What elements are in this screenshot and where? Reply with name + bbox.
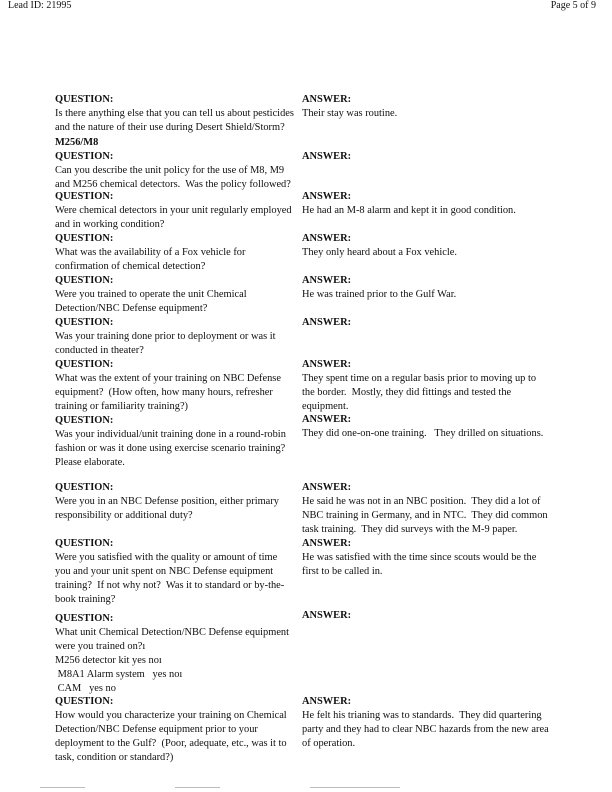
answer-block [302, 481, 548, 537]
answer-label: ANSWER: [302, 94, 352, 105]
question-text: M8A1 Alarm system yes noı [55, 669, 183, 680]
answer-label: ANSWER: [302, 151, 352, 162]
answer-text: He had an M-8 alarm and kept it in good condition. [302, 205, 516, 216]
section-title: M256/M8 [55, 137, 99, 148]
answer-block [302, 274, 456, 302]
page-number: Page 5 of 9 [550, 0, 596, 11]
question-text: Can you describe the unit policy for the use of M8, M9 [55, 165, 285, 176]
answer-text: equipment. [302, 401, 349, 412]
question-text: What was the availability of a Fox vehicle for [55, 247, 246, 258]
question-block [55, 537, 284, 607]
question-block [55, 190, 292, 232]
question-text: you and your unit spent on NBC Defense equipment [55, 566, 274, 577]
question-text: confirmation of chemical detection? [55, 261, 206, 272]
answer-block [302, 190, 516, 218]
footer-rule [310, 787, 400, 788]
question-label: QUESTION: [55, 415, 114, 426]
answer-text: first to be called in. [302, 566, 383, 577]
question-text: and M256 chemical detectors. Was the policy followed? [55, 179, 291, 190]
question-label: QUESTION: [55, 191, 114, 202]
question-text: How would you characterize your training on Chemical [55, 710, 287, 721]
question-text: training or familiarity training?) [55, 401, 189, 412]
answer-text: NBC training in Germany, and in NTC. They did common [302, 510, 548, 521]
answer-block [302, 537, 536, 579]
question-text: book training? [55, 594, 116, 605]
question-block [55, 232, 245, 274]
question-text: Detection/NBC Defense equipment prior to your [55, 724, 258, 735]
answer-block [302, 413, 543, 441]
answer-block [302, 358, 536, 414]
answer-text: They only heard about a Fox vehicle. [302, 247, 457, 258]
question-label: QUESTION: [55, 151, 114, 162]
question-label: QUESTION: [55, 482, 114, 493]
answer-label: ANSWER: [302, 359, 352, 370]
answer-text: They spent time on a regular basis prior to moving up to [302, 373, 537, 384]
answer-block [302, 150, 351, 164]
question-text: task, condition or standard?) [55, 752, 174, 763]
answer-label: ANSWER: [302, 538, 352, 549]
answer-label: ANSWER: [302, 610, 352, 621]
question-block [55, 93, 294, 135]
question-text: Was your training done prior to deployment or was it [55, 331, 276, 342]
answer-label: ANSWER: [302, 414, 352, 425]
answer-text: of operation. [302, 738, 356, 749]
question-text: and the nature of their use during Desert Shield/Storm? [55, 122, 285, 133]
question-block [55, 481, 279, 523]
lead-id: Lead ID: 21995 [8, 0, 72, 11]
question-label: QUESTION: [55, 538, 114, 549]
question-text: fashion or was it done using exercise scenario training? [55, 443, 286, 454]
answer-text: Their stay was routine. [302, 108, 398, 119]
question-text: Was your individual/unit training done in a round-robin [55, 429, 286, 440]
answer-text: He was trained prior to the Gulf War. [302, 289, 457, 300]
answer-label: ANSWER: [302, 275, 352, 286]
footer-rule [175, 787, 220, 788]
footer-rule [40, 787, 85, 788]
answer-block [302, 232, 457, 260]
answer-text: party and they had to clear NBC hazards from the new area [302, 724, 549, 735]
answer-label: ANSWER: [302, 233, 352, 244]
answer-text: They did one-on-one training. They drilled on situations. [302, 428, 544, 439]
answer-label: ANSWER: [302, 191, 352, 202]
question-text: and in working condition? [55, 219, 165, 230]
answer-text: He felt his trianing was to standards. They did quartering [302, 710, 542, 721]
question-label: QUESTION: [55, 359, 114, 370]
question-block [55, 612, 289, 696]
answer-text: He said he was not in an NBC position. They did a lot of [302, 496, 541, 507]
answer-text: He was satisfied with the time since scouts would be the [302, 552, 537, 563]
answer-text: task training. They did surveys with the M-9 paper. [302, 524, 518, 535]
question-text: equipment? (How often, how many hours, refresher [55, 387, 273, 398]
question-text: Were chemical detectors in your unit regularly employed [55, 205, 292, 216]
question-label: QUESTION: [55, 275, 114, 286]
question-text: Were you in an NBC Defense position, either primary [55, 496, 279, 507]
answer-block [302, 316, 351, 330]
question-text: Were you satisfied with the quality or amount of time [55, 552, 278, 563]
question-text: responsibility or additional duty? [55, 510, 193, 521]
question-label: QUESTION: [55, 94, 114, 105]
question-block [55, 316, 276, 358]
question-label: QUESTION: [55, 696, 114, 707]
question-block [55, 414, 286, 470]
answer-label: ANSWER: [302, 482, 352, 493]
question-text: Is there anything else that you can tell us about pesticides [55, 108, 294, 119]
question-label: QUESTION: [55, 613, 114, 624]
answer-text: the border. Mostly, they did fittings and tested the [302, 387, 512, 398]
answer-label: ANSWER: [302, 696, 352, 707]
question-text: M256 detector kit yes noı [55, 655, 162, 666]
question-text: training? If not why not? Was it to standard or by-the- [55, 580, 285, 591]
answer-block [302, 695, 549, 751]
answer-block [302, 93, 397, 121]
question-text: Detection/NBC Defense equipment? [55, 303, 208, 314]
question-block [55, 358, 281, 414]
question-text: What unit Chemical Detection/NBC Defense equipment [55, 627, 290, 638]
question-block [55, 274, 247, 316]
question-label: QUESTION: [55, 317, 114, 328]
question-text: What was the extent of your training on NBC Defense [55, 373, 281, 384]
question-label: QUESTION: [55, 233, 114, 244]
question-text: Were you trained to operate the unit Chemical [55, 289, 247, 300]
question-text: conducted in theater? [55, 345, 144, 356]
answer-label: ANSWER: [302, 317, 352, 328]
answer-block [302, 609, 351, 623]
question-text: deployment to the Gulf? (Poor, adequate, etc., was it to [55, 738, 287, 749]
question-block [55, 150, 291, 192]
question-text: were you trained on?ı [55, 641, 146, 652]
question-block [55, 695, 287, 765]
question-text: Please elaborate. [55, 457, 125, 468]
question-text: CAM yes no [55, 683, 116, 694]
